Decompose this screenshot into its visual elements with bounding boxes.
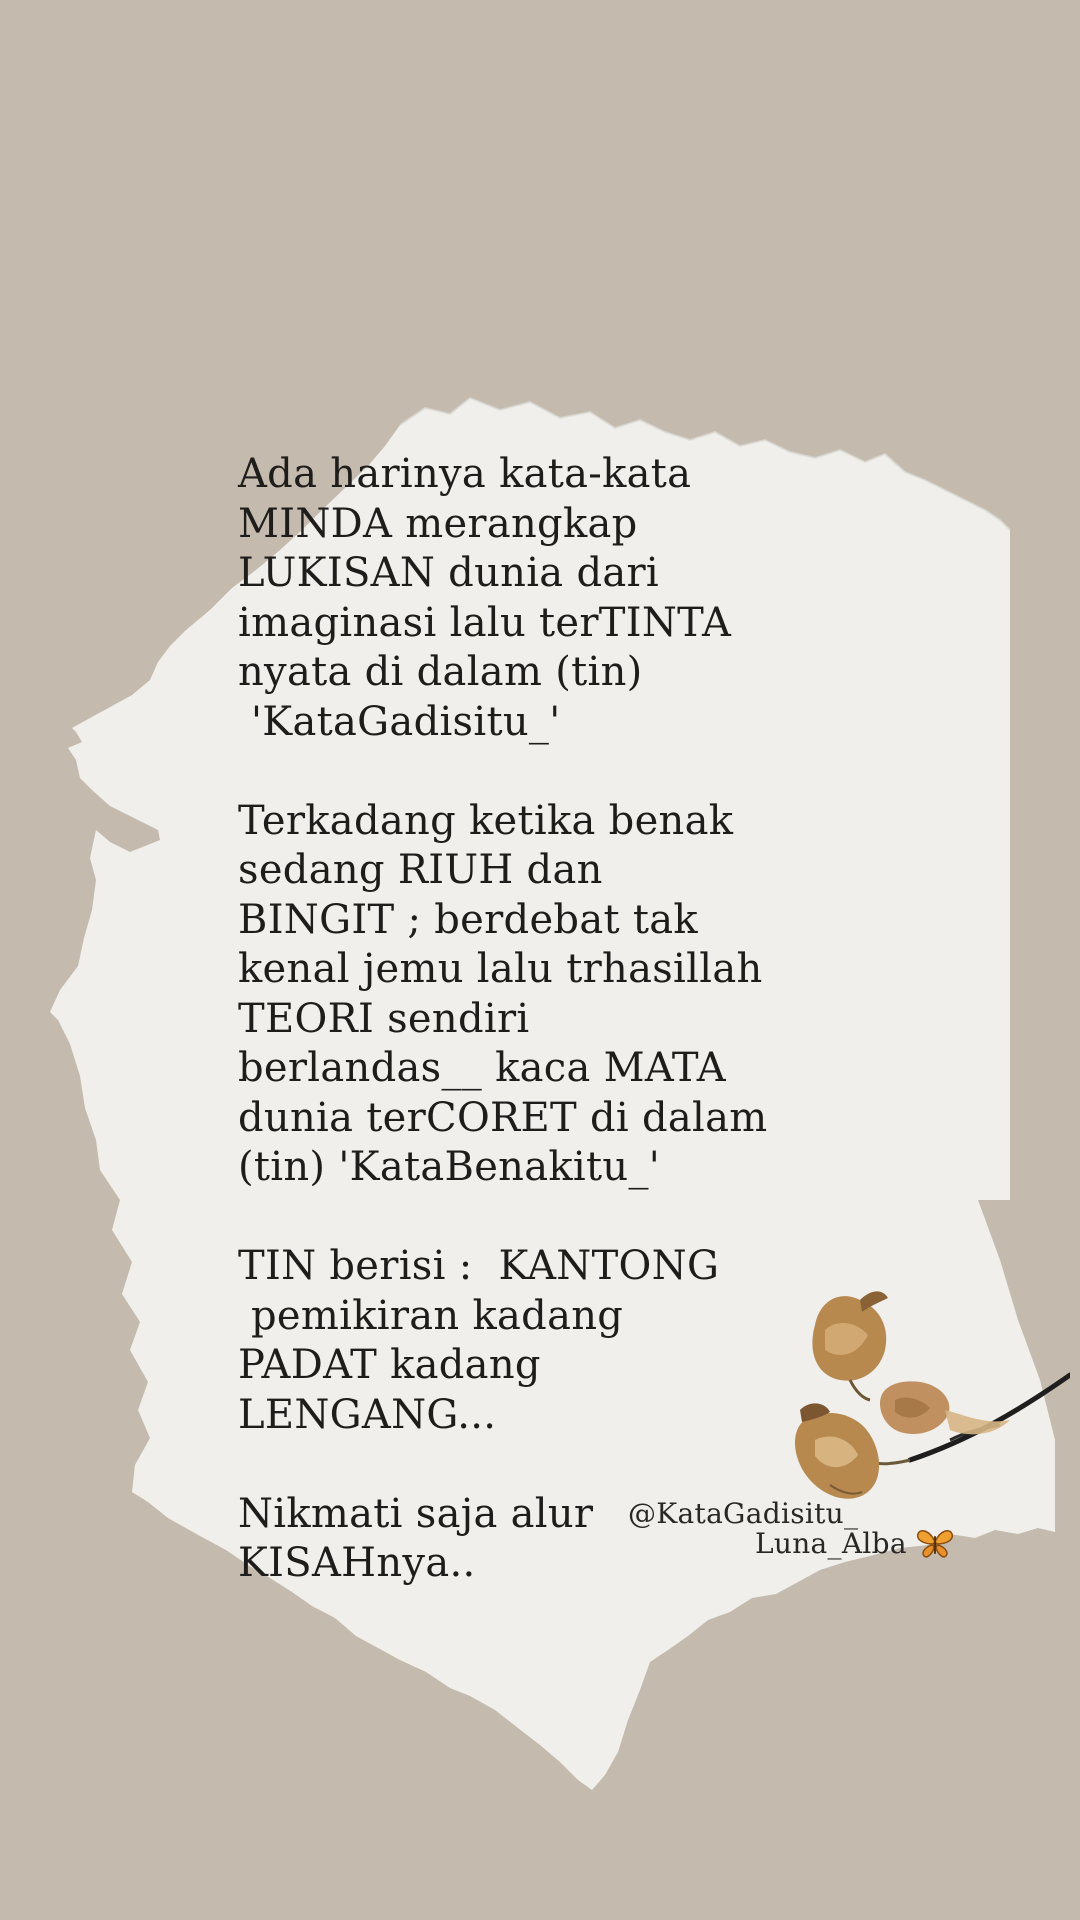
poem-line: (tin) 'KataBenakitu_' xyxy=(238,1144,661,1190)
poem-line: nyata di dalam (tin) xyxy=(238,649,643,695)
poem-stanza-3 xyxy=(238,1242,798,1440)
poem-stanza-2 xyxy=(238,797,798,1193)
poem-line: kenal jemu lalu trhasillah xyxy=(238,946,763,992)
poem-line: pemikiran kadang xyxy=(238,1292,624,1339)
poem-line: LENGANG... xyxy=(238,1391,497,1438)
credit-author: Luna_Alba xyxy=(755,1527,907,1560)
poem-line: Nikmati saja alur xyxy=(238,1490,594,1537)
poem-line: sedang RIUH dan xyxy=(238,847,603,893)
poem-line: Terkadang ketika benak xyxy=(238,797,734,844)
poem-line: imaginasi lalu terTINTA xyxy=(238,599,732,646)
poem-line: TIN berisi : KANTONG xyxy=(238,1243,720,1289)
poem-line: Ada harinya kata-kata xyxy=(238,451,692,497)
poem-line: TEORI sendiri xyxy=(238,995,530,1042)
poem-text xyxy=(238,450,798,1589)
poem-stanza-1 xyxy=(238,450,798,747)
poem-line: LUKISAN dunia dari xyxy=(238,550,660,596)
poem-line: berlandas__ kaca MATA xyxy=(238,1045,726,1091)
poem-line: 'KataGadisitu_' xyxy=(238,698,561,745)
poem-line: KISAHnya.. xyxy=(238,1540,476,1586)
butterfly-icon xyxy=(916,1526,954,1560)
poem-line: BINGIT ; berdebat tak xyxy=(238,896,698,943)
poem-line: dunia terCORET di dalam xyxy=(238,1094,768,1141)
poem-line: MINDA merangkap xyxy=(238,500,638,547)
credit-handle: @KataGadisitu_ xyxy=(628,1497,859,1530)
dried-flower-decoration xyxy=(770,1260,1070,1520)
poem-line: PADAT kadang xyxy=(238,1342,541,1388)
